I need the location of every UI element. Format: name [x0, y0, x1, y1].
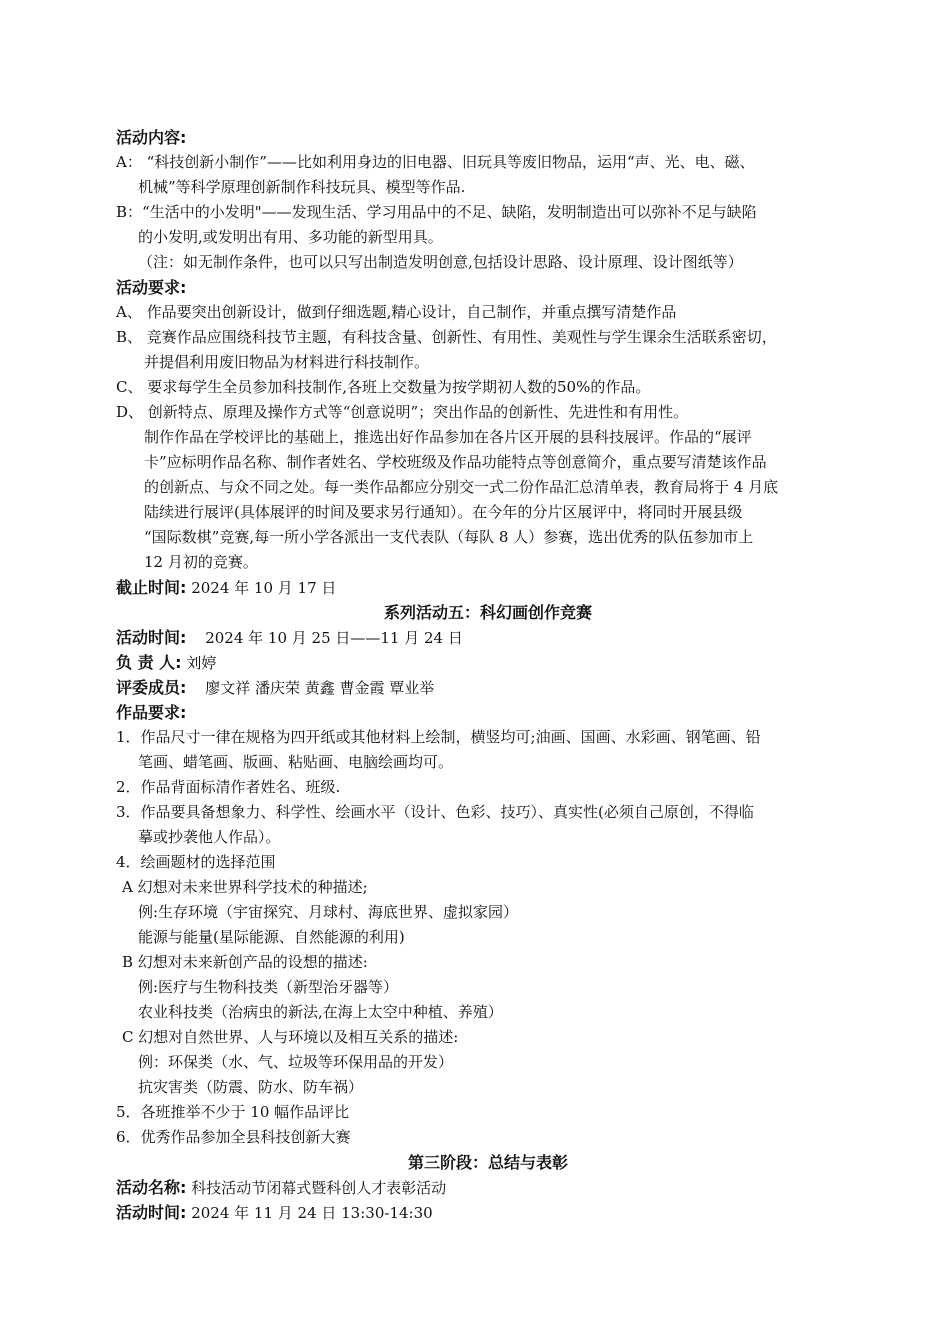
- work-req-1-cont: 笔画、蜡笔画、版画、粘贴画、电脑绘画均可。: [138, 753, 454, 771]
- activity-time2-row: [116, 1200, 860, 1225]
- theme-b-example-2: 农业科技类（治病虫的新法,在海上太空中种植、养殖）: [138, 1003, 503, 1021]
- paragraph-line: 卡”应标明作品名称、制作者姓名、学校班级及作品功能特点等创意简介，重点要写清楚该作品: [144, 453, 767, 471]
- lead-value: 刘婷: [186, 654, 217, 672]
- activity-time2-label: 活动时间:: [116, 1203, 187, 1222]
- work-req-5: 5．各班推举不少于 10 幅作品评比: [116, 1103, 350, 1121]
- content-note: （注：如无制作条件，也可以只写出制造发明创意,包括设计思路、设计原理、设计图纸等）: [138, 253, 743, 271]
- activity-time-row: [116, 625, 860, 650]
- stage3-title: 第三阶段：总结与表彰: [407, 1153, 568, 1172]
- deadline-label: 截止时间:: [116, 578, 187, 597]
- paragraph-line: 12 月初的竞赛。: [144, 553, 258, 571]
- requirement-b: B、 竞赛作品应围绕科技节主题，有科技含量、创新性、有用性、美观性与学生课余生活联系密切，: [116, 328, 777, 346]
- work-req-1: 1．作品尺寸一律在规格为四开纸或其他材料上绘制，横竖均可;油画、国画、水彩画、钢笔画、铅: [116, 728, 761, 746]
- work-req-4: 4．绘画题材的选择范围: [116, 853, 276, 871]
- theme-a-example-2: 能源与能量(星际能源、自然能源的利用): [138, 928, 405, 946]
- requirement-c: C、 要求每学生全员参加科技制作,各班上交数量为按学期初人数的50%的作品。: [116, 378, 651, 396]
- activity-time-value: 2024 年 10 月 25 日——11 月 24 日: [205, 629, 463, 647]
- activity-name-value: 科技活动节闭幕式暨科创人才表彰活动: [191, 1179, 447, 1197]
- series5-title: 系列活动五：科幻画创作竞赛: [383, 603, 592, 622]
- requirement-b-cont: 并提倡利用废旧物品为材料进行科技制作。: [144, 353, 430, 371]
- content-item-a: A： “科技创新小制作”——比如利用身边的旧电器、旧玩具等废旧物品，运用“声、光、电、磁、: [116, 153, 755, 171]
- deadline-value: 2024 年 10 月 17 日: [191, 579, 337, 597]
- theme-a: A 幻想对未来世界科学技术的种描述;: [122, 878, 368, 896]
- theme-c-example-1: 例：环保类（水、气、垃圾等环保用品的开发）: [138, 1053, 454, 1071]
- work-req-3-cont: 摹或抄袭他人作品）。: [138, 828, 281, 846]
- activity-time-label: 活动时间:: [116, 628, 187, 647]
- content-item-b-cont: 的小发明,或发明出有用、多功能的新型用具。: [138, 228, 443, 246]
- activity-name-label: 活动名称:: [116, 1178, 187, 1197]
- paragraph-line: 制作作品在学校评比的基础上，推选出好作品参加在各片区开展的县科技展评。作品的“展评: [144, 428, 752, 446]
- work-req-3: 3．作品要具备想象力、科学性、绘画水平（设计、色彩、技巧）、真实性(必须自己原创，不得临: [116, 803, 754, 821]
- document-body: [116, 125, 860, 1225]
- theme-c: C 幻想对自然世界、人与环境以及相互关系的描述:: [122, 1028, 459, 1046]
- section-heading-content: 活动内容:: [116, 128, 187, 147]
- section-heading-requirements: 活动要求:: [116, 278, 187, 297]
- paragraph-line: “国际数棋”竞赛,每一所小学各派出一支代表队（每队 8 人）参赛，选出优秀的队伍参加市上: [144, 528, 754, 546]
- paragraph-line: 的创新点、与众不同之处。每一类作品都应分别交一式二份作品汇总清单表，教育局将于 4 月底: [144, 478, 779, 496]
- requirement-a: A、 作品要突出创新设计，做到仔细选题,精心设计，自己制作，并重点撰写清楚作品: [116, 303, 677, 321]
- activity-name-row: [116, 1175, 860, 1200]
- judges-value: 廖文祥 潘庆荣 黄鑫 曹金霞 覃业举: [205, 679, 435, 697]
- paragraph-line: 陆续进行展评(具体展评的时间及要求另行通知）。在今年的分片区展评中，将同时开展县级: [144, 503, 743, 521]
- work-req-2: 2．作品背面标清作者姓名、班级.: [116, 778, 341, 796]
- work-requirements-heading: 作品要求:: [116, 703, 187, 722]
- theme-b: B 幻想对未来新创产品的设想的描述:: [122, 953, 368, 971]
- lead-label: 负 责 人:: [116, 653, 182, 672]
- requirement-d: D、 创新特点、原理及操作方式等“创意说明”；突出作品的创新性、先进性和有用性。: [116, 403, 689, 421]
- judges-label: 评委成员:: [116, 678, 187, 697]
- theme-c-example-2: 抗灾害类（防震、防水、防车祸）: [138, 1078, 364, 1096]
- content-item-b: B：“生活中的小发明"——发现生活、学习用品中的不足、缺陷，发明制造出可以弥补不足与缺陷: [116, 203, 757, 221]
- judges-row: [116, 675, 860, 700]
- theme-b-example-1: 例:医疗与生物科技类（新型治牙器等）: [138, 978, 399, 996]
- theme-a-example-1: 例:生存环境（宇宙探究、月球村、海底世界、虚拟家园）: [138, 903, 519, 921]
- content-item-a-cont: 机械”等科学原理创新制作科技玩具、模型等作品.: [138, 178, 466, 196]
- activity-time2-value: 2024 年 11 月 24 日 13:30-14:30: [191, 1204, 433, 1222]
- deadline-row: [116, 575, 860, 600]
- work-req-6: 6．优秀作品参加全县科技创新大赛: [116, 1128, 351, 1146]
- lead-row: [116, 650, 860, 675]
